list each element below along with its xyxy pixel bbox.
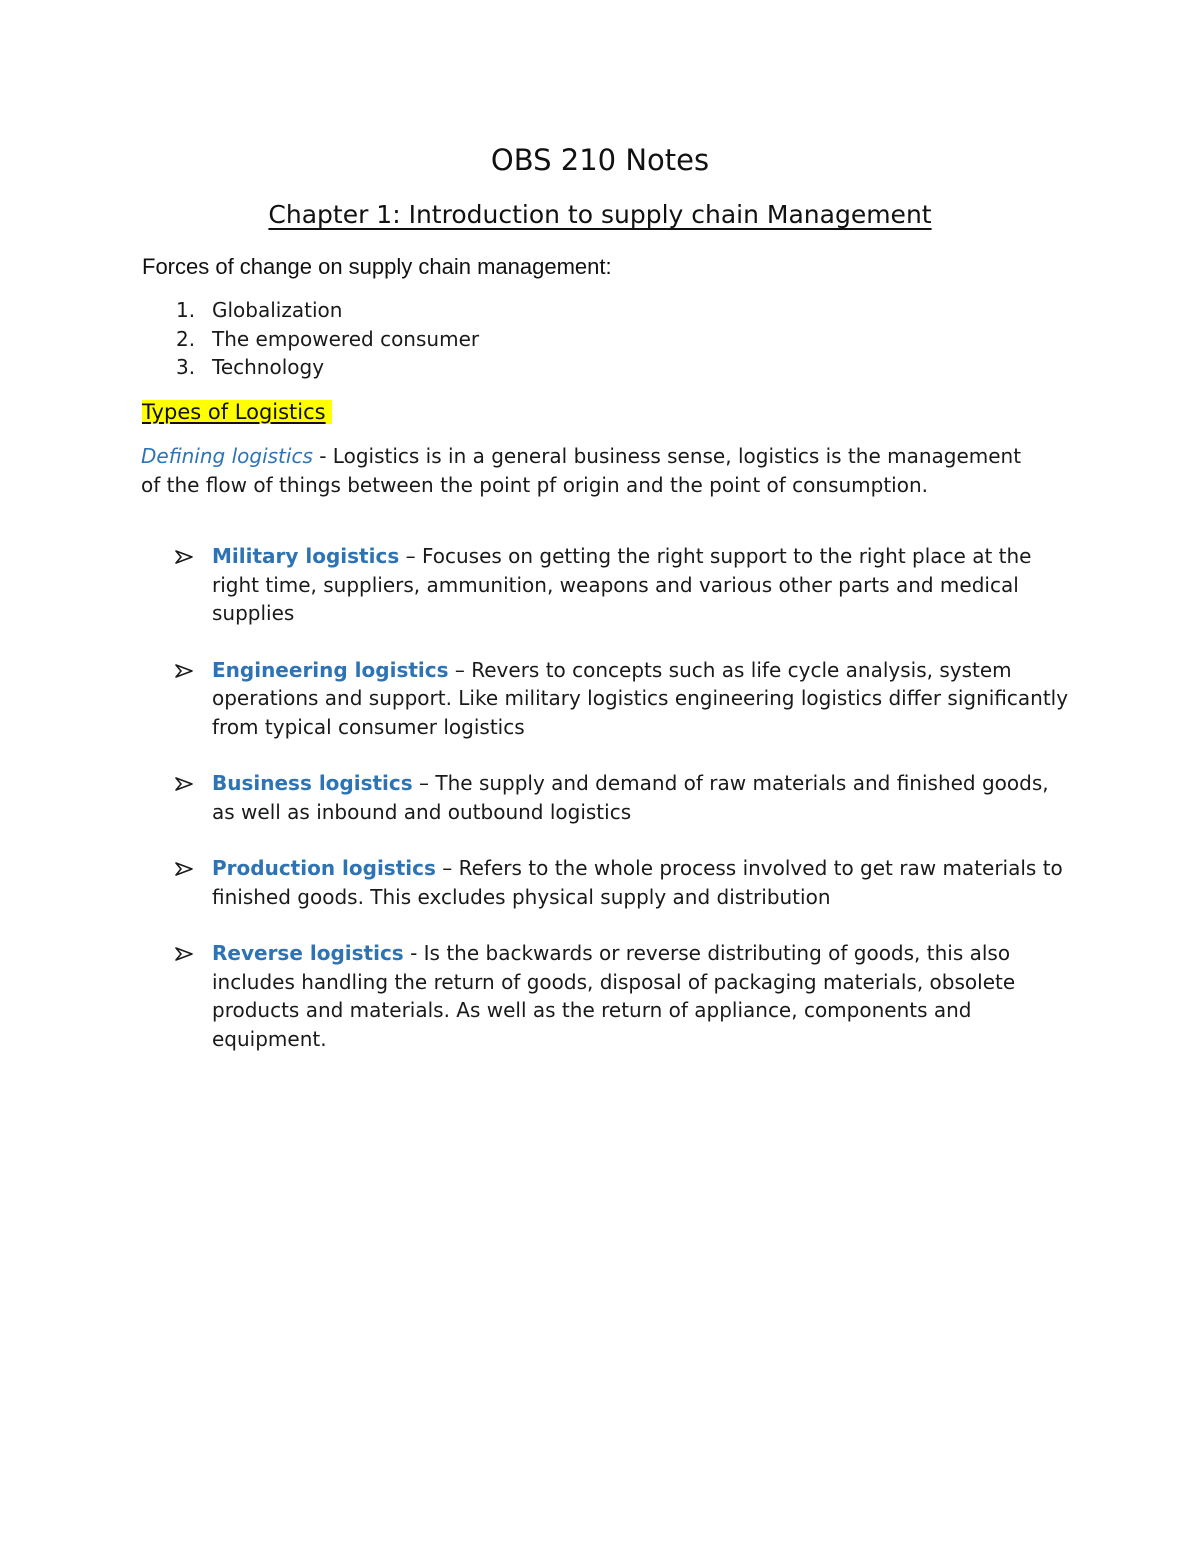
arrow-bullet-icon xyxy=(175,862,193,876)
logistics-term: Military logistics xyxy=(212,544,400,568)
list-item xyxy=(142,656,1072,742)
types-heading xyxy=(142,397,332,427)
logistics-types-list xyxy=(142,542,1072,1081)
arrow-bullet-icon xyxy=(175,947,193,961)
logistics-description: – Focuses on getting the right support to the right place at the right time, suppliers, ammunition, weapons and various other parts and medical supplies xyxy=(212,544,1032,625)
defining-paragraph xyxy=(141,442,1041,499)
list-item xyxy=(142,939,1072,1053)
arrow-bullet-icon xyxy=(175,550,193,564)
list-text: Globalization xyxy=(212,298,343,322)
list-item xyxy=(142,542,1072,628)
list-text: Technology xyxy=(212,355,325,379)
list-item xyxy=(142,353,479,382)
types-heading-text: Types of Logistics xyxy=(142,400,332,424)
logistics-description: - Is the backwards or reverse distributing of goods, this also includes handling the return of goods, disposal of packaging materials, obsolete products and materials. As well as the return of appliance, components and equipment. xyxy=(212,941,1016,1051)
logistics-term: Business logistics xyxy=(212,771,413,795)
list-item xyxy=(142,296,479,325)
list-text: The empowered consumer xyxy=(212,326,480,351)
defining-text: - Logistics is in a general business sense, logistics is the management of the flow of things between the point pf origin and the point of consumption. xyxy=(141,444,1022,497)
logistics-term: Engineering logistics xyxy=(212,657,449,682)
list-number: 2. xyxy=(176,326,196,351)
defining-label: Defining logistics xyxy=(141,444,313,468)
logistics-description: – The supply and demand of raw materials and finished goods, as well as inbound and outbound logistics xyxy=(212,771,1049,824)
logistics-term: Production logistics xyxy=(212,856,436,880)
logistics-description: – Refers to the whole process involved to get raw materials to finished goods. This excludes physical supply and distribution xyxy=(212,856,1063,909)
list-number: 3. xyxy=(176,355,196,379)
list-item xyxy=(142,769,1072,826)
list-item xyxy=(142,854,1072,911)
forces-heading: Forces of change on supply chain management: xyxy=(142,254,612,279)
logistics-term: Reverse logistics xyxy=(212,941,404,965)
list-number: 1. xyxy=(176,298,196,322)
chapter-heading: Chapter 1: Introduction to supply chain Management xyxy=(268,200,932,229)
arrow-bullet-icon xyxy=(175,664,193,678)
forces-list xyxy=(142,296,479,382)
logistics-description: – Revers to concepts such as life cycle analysis, system operations and support. Like military logistics engineering logistics differ significantly from typical consumer logistics xyxy=(212,657,1069,739)
arrow-bullet-icon xyxy=(175,777,193,791)
list-item xyxy=(142,325,479,354)
document-title: OBS 210 Notes xyxy=(490,143,710,177)
